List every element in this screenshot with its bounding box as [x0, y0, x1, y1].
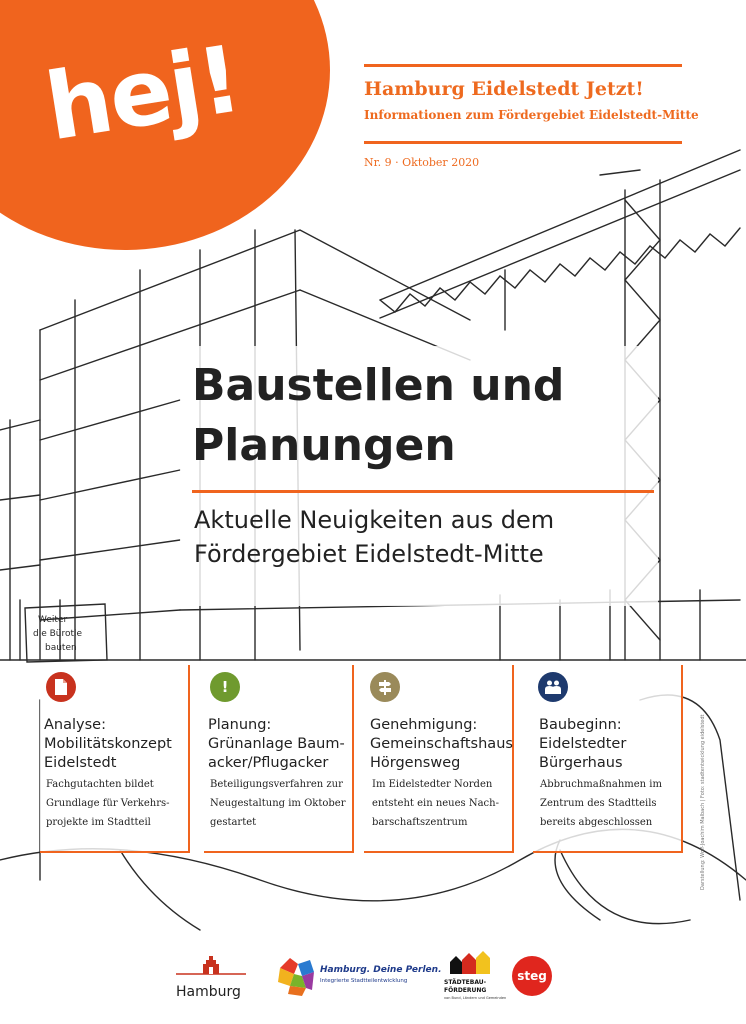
newsletter-title: Hamburg Eidelstedt Jetzt!: [364, 78, 644, 100]
title-rule: [192, 490, 654, 493]
staedtebau-line-2: FÖRDERUNG: [444, 987, 487, 994]
main-subtitle-line-1: Aktuelle Neuigkeiten aus dem: [194, 506, 555, 534]
header-top-rule: [364, 64, 682, 67]
card-genehmigung-text-3: barschaftszentrum: [372, 817, 468, 828]
staedtebau-logo: [442, 948, 507, 1010]
card-planung-text-1: Beteiligungsverfahren zur: [210, 779, 343, 790]
perlen-logo-subtitle: Integrierte Stadtteilentwicklung: [320, 978, 408, 984]
card-genehmigung-text: [372, 775, 499, 832]
document-icon: [46, 672, 76, 702]
people-icon: [538, 672, 568, 702]
card-genehmigung-text-1: Im Eidelstedter Norden: [372, 779, 493, 790]
card-baubeginn-heading-2: Eidelstedter: [539, 736, 627, 752]
main-subtitle-line-2: Fördergebiet Eidelstedt-Mitte: [194, 540, 544, 568]
exclamation-icon: !: [210, 672, 240, 702]
card-planung-heading-3: acker/Pflugacker: [208, 755, 329, 771]
perlen-logo-title: Hamburg. Deine Perlen.: [320, 965, 442, 975]
card-baubeginn-heading-1: Baubeginn:: [539, 717, 622, 733]
card-planung-text-3: gestartet: [210, 817, 257, 828]
signpost-icon: [370, 672, 400, 702]
hamburg-logo-text: Hamburg: [176, 984, 241, 1000]
card-analyse-text: [46, 775, 170, 832]
card-planung-heading: [208, 716, 345, 773]
issue-number: Nr. 9 · Oktober 2020: [364, 156, 480, 169]
card-baubeginn-heading-3: Bürgerhaus: [539, 755, 623, 771]
steg-logo: [512, 956, 552, 996]
sketch-sign-text-2: die Bürotle: [33, 629, 83, 639]
staedtebau-line-1: STÄDTEBAU-: [444, 979, 487, 986]
card-baubeginn-text-2: Zentrum des Stadtteils: [540, 798, 657, 809]
card-analyse-heading: [44, 716, 172, 773]
card-planung-text: [210, 775, 345, 832]
main-title-line-1: Baustellen und: [192, 360, 565, 411]
main-title-line-2: Planungen: [192, 420, 456, 471]
staedtebau-line-3: von Bund, Ländern und Gemeinden: [444, 996, 507, 1000]
header-bottom-rule: [364, 141, 682, 144]
hamburg-districts-map-icon: [276, 954, 316, 998]
card-planung-heading-2: Grünanlage Baum-: [208, 736, 345, 752]
card-analyse-heading-1: Analyse:: [44, 717, 106, 733]
sketch-sign-text-1: Weiter: [38, 615, 68, 625]
card-genehmigung-heading: [370, 716, 513, 773]
card-analyse-heading-2: Mobilitätskonzept: [44, 736, 172, 752]
card-analyse-text-1: Fachgutachten bildet: [46, 779, 154, 790]
main-title: [192, 356, 564, 476]
card-analyse-text-2: Grundlage für Verkehrs-: [46, 798, 170, 809]
card-planung-heading-1: Planung:: [208, 717, 272, 733]
houses-icon: [448, 948, 492, 976]
card-baubeginn-text-3: bereits abgeschlossen: [540, 817, 653, 828]
card-genehmigung-heading-3: Hörgensweg: [370, 755, 461, 771]
card-genehmigung-text-2: entsteht ein neues Nach-: [372, 798, 499, 809]
illustration-credit: Darstellung: Wolf-Joachim Malbach | Foto: stadtentwicklung eidelstedt: [700, 714, 706, 890]
card-genehmigung-heading-2: Gemeinschaftshaus: [370, 736, 513, 752]
card-analyse-text-3: projekte im Stadtteil: [46, 817, 151, 828]
main-subtitle: [194, 503, 554, 571]
hej-logo: hej!: [38, 25, 247, 162]
card-analyse-heading-3: Eidelstedt: [44, 755, 117, 771]
card-baubeginn-heading: [539, 716, 626, 773]
card-baubeginn-text: [540, 775, 662, 832]
sketch-sign-text-3: bauten: [45, 643, 77, 653]
card-planung-text-2: Neugestaltung im Oktober: [210, 798, 346, 809]
card-genehmigung-heading-1: Genehmigung:: [370, 717, 478, 733]
steg-logo-text: steg: [517, 969, 547, 983]
card-baubeginn-text-1: Abbruchmaßnahmen im: [540, 779, 662, 790]
perlen-logo: [276, 950, 442, 1002]
hamburg-logo: [176, 952, 246, 1002]
newsletter-subtitle: Informationen zum Fördergebiet Eidelstedt-Mitte: [364, 108, 699, 122]
hamburg-castle-icon: [176, 952, 246, 982]
